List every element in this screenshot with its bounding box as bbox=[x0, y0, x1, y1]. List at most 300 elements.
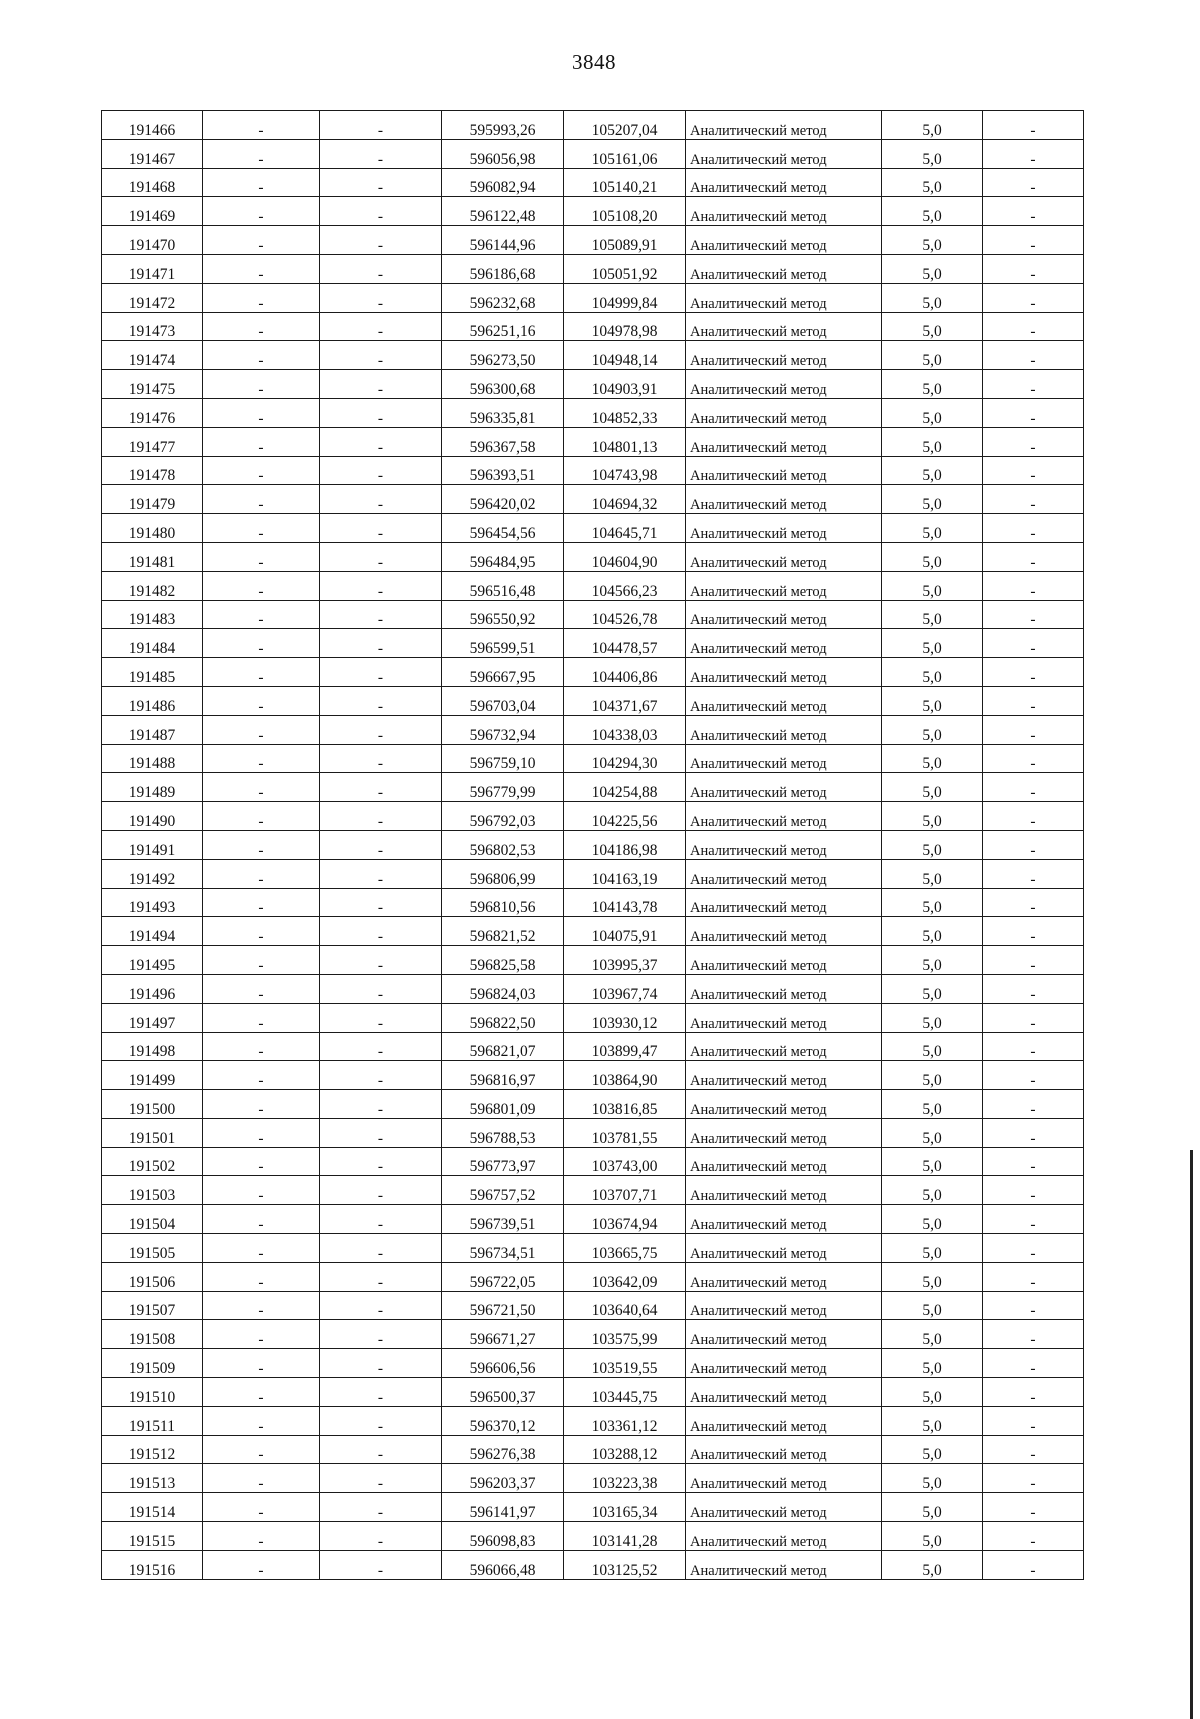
coordinate-y: 103665,75 bbox=[564, 1234, 686, 1263]
point-id: 191468 bbox=[102, 168, 203, 197]
coordinate-x: 596801,09 bbox=[442, 1090, 564, 1119]
method-cell: Аналитический метод bbox=[686, 802, 882, 831]
empty-dash-cell: - bbox=[983, 514, 1084, 543]
table-row bbox=[102, 1550, 1084, 1579]
coordinate-y: 103165,34 bbox=[564, 1493, 686, 1522]
empty-dash-cell: - bbox=[203, 1291, 320, 1320]
empty-dash-cell: - bbox=[983, 111, 1084, 140]
empty-dash-cell: - bbox=[320, 370, 442, 399]
point-id: 191512 bbox=[102, 1435, 203, 1464]
table-row bbox=[102, 830, 1084, 859]
point-id: 191494 bbox=[102, 917, 203, 946]
empty-dash-cell: - bbox=[983, 1147, 1084, 1176]
table-row bbox=[102, 629, 1084, 658]
empty-dash-cell: - bbox=[320, 946, 442, 975]
point-id: 191484 bbox=[102, 629, 203, 658]
method-cell: Аналитический метод bbox=[686, 830, 882, 859]
coordinate-x: 596516,48 bbox=[442, 571, 564, 600]
table-row bbox=[102, 283, 1084, 312]
coordinate-y: 104478,57 bbox=[564, 629, 686, 658]
point-id: 191495 bbox=[102, 946, 203, 975]
empty-dash-cell: - bbox=[983, 1061, 1084, 1090]
empty-dash-cell: - bbox=[983, 773, 1084, 802]
accuracy-cell: 5,0 bbox=[882, 1205, 983, 1234]
table-row bbox=[102, 398, 1084, 427]
empty-dash-cell: - bbox=[983, 485, 1084, 514]
coordinate-y: 104406,86 bbox=[564, 658, 686, 687]
point-id: 191478 bbox=[102, 456, 203, 485]
coordinate-y: 103640,64 bbox=[564, 1291, 686, 1320]
method-cell: Аналитический метод bbox=[686, 1320, 882, 1349]
table-row bbox=[102, 744, 1084, 773]
accuracy-cell: 5,0 bbox=[882, 514, 983, 543]
table-row bbox=[102, 802, 1084, 831]
table-row bbox=[102, 571, 1084, 600]
coordinate-x: 596739,51 bbox=[442, 1205, 564, 1234]
point-id: 191477 bbox=[102, 427, 203, 456]
empty-dash-cell: - bbox=[983, 1550, 1084, 1579]
empty-dash-cell: - bbox=[983, 1003, 1084, 1032]
table-row bbox=[102, 1061, 1084, 1090]
coordinate-x: 596667,95 bbox=[442, 658, 564, 687]
empty-dash-cell: - bbox=[983, 254, 1084, 283]
method-cell: Аналитический метод bbox=[686, 715, 882, 744]
accuracy-cell: 5,0 bbox=[882, 1291, 983, 1320]
coordinate-x: 596759,10 bbox=[442, 744, 564, 773]
empty-dash-cell: - bbox=[203, 168, 320, 197]
coordinate-y: 103930,12 bbox=[564, 1003, 686, 1032]
method-cell: Аналитический метод bbox=[686, 485, 882, 514]
empty-dash-cell: - bbox=[320, 542, 442, 571]
method-cell: Аналитический метод bbox=[686, 658, 882, 687]
accuracy-cell: 5,0 bbox=[882, 1147, 983, 1176]
point-id: 191511 bbox=[102, 1406, 203, 1435]
coordinate-x: 596802,53 bbox=[442, 830, 564, 859]
empty-dash-cell: - bbox=[983, 1435, 1084, 1464]
accuracy-cell: 5,0 bbox=[882, 773, 983, 802]
empty-dash-cell: - bbox=[320, 312, 442, 341]
coordinate-y: 103361,12 bbox=[564, 1406, 686, 1435]
coordinate-y: 104225,56 bbox=[564, 802, 686, 831]
coordinate-y: 104978,98 bbox=[564, 312, 686, 341]
empty-dash-cell: - bbox=[320, 715, 442, 744]
coordinate-y: 104604,90 bbox=[564, 542, 686, 571]
empty-dash-cell: - bbox=[203, 1522, 320, 1551]
empty-dash-cell: - bbox=[320, 341, 442, 370]
empty-dash-cell: - bbox=[203, 1378, 320, 1407]
coordinate-y: 103967,74 bbox=[564, 974, 686, 1003]
method-cell: Аналитический метод bbox=[686, 312, 882, 341]
empty-dash-cell: - bbox=[320, 226, 442, 255]
empty-dash-cell: - bbox=[320, 1406, 442, 1435]
empty-dash-cell: - bbox=[983, 1493, 1084, 1522]
empty-dash-cell: - bbox=[320, 168, 442, 197]
table-row bbox=[102, 1378, 1084, 1407]
empty-dash-cell: - bbox=[203, 859, 320, 888]
point-id: 191481 bbox=[102, 542, 203, 571]
coordinate-y: 103288,12 bbox=[564, 1435, 686, 1464]
table-row bbox=[102, 974, 1084, 1003]
empty-dash-cell: - bbox=[203, 1349, 320, 1378]
point-id: 191473 bbox=[102, 312, 203, 341]
point-id: 191469 bbox=[102, 197, 203, 226]
empty-dash-cell: - bbox=[203, 1147, 320, 1176]
coordinate-x: 596273,50 bbox=[442, 341, 564, 370]
empty-dash-cell: - bbox=[203, 1406, 320, 1435]
method-cell: Аналитический метод bbox=[686, 254, 882, 283]
coordinate-x: 596056,98 bbox=[442, 139, 564, 168]
empty-dash-cell: - bbox=[320, 1550, 442, 1579]
table-row bbox=[102, 1435, 1084, 1464]
method-cell: Аналитический метод bbox=[686, 139, 882, 168]
empty-dash-cell: - bbox=[320, 1320, 442, 1349]
empty-dash-cell: - bbox=[983, 1464, 1084, 1493]
method-cell: Аналитический метод bbox=[686, 111, 882, 140]
accuracy-cell: 5,0 bbox=[882, 312, 983, 341]
coordinate-x: 596141,97 bbox=[442, 1493, 564, 1522]
empty-dash-cell: - bbox=[203, 1320, 320, 1349]
table-row bbox=[102, 139, 1084, 168]
accuracy-cell: 5,0 bbox=[882, 370, 983, 399]
empty-dash-cell: - bbox=[320, 744, 442, 773]
coordinate-x: 596335,81 bbox=[442, 398, 564, 427]
coordinate-x: 596788,53 bbox=[442, 1118, 564, 1147]
empty-dash-cell: - bbox=[983, 398, 1084, 427]
point-id: 191499 bbox=[102, 1061, 203, 1090]
empty-dash-cell: - bbox=[320, 1205, 442, 1234]
coordinate-y: 103519,55 bbox=[564, 1349, 686, 1378]
point-id: 191472 bbox=[102, 283, 203, 312]
empty-dash-cell: - bbox=[983, 629, 1084, 658]
empty-dash-cell: - bbox=[320, 917, 442, 946]
table-row bbox=[102, 514, 1084, 543]
method-cell: Аналитический метод bbox=[686, 283, 882, 312]
point-id: 191483 bbox=[102, 600, 203, 629]
empty-dash-cell: - bbox=[983, 658, 1084, 687]
method-cell: Аналитический метод bbox=[686, 1234, 882, 1263]
coordinate-x: 596671,27 bbox=[442, 1320, 564, 1349]
empty-dash-cell: - bbox=[203, 1003, 320, 1032]
coordinate-y: 105051,92 bbox=[564, 254, 686, 283]
table-row bbox=[102, 686, 1084, 715]
method-cell: Аналитический метод bbox=[686, 1003, 882, 1032]
empty-dash-cell: - bbox=[203, 111, 320, 140]
table-row bbox=[102, 859, 1084, 888]
accuracy-cell: 5,0 bbox=[882, 888, 983, 917]
table-row bbox=[102, 427, 1084, 456]
empty-dash-cell: - bbox=[203, 686, 320, 715]
coordinate-y: 103445,75 bbox=[564, 1378, 686, 1407]
method-cell: Аналитический метод bbox=[686, 974, 882, 1003]
method-cell: Аналитический метод bbox=[686, 398, 882, 427]
empty-dash-cell: - bbox=[203, 398, 320, 427]
point-id: 191514 bbox=[102, 1493, 203, 1522]
coordinate-y: 104852,33 bbox=[564, 398, 686, 427]
empty-dash-cell: - bbox=[983, 571, 1084, 600]
table-row bbox=[102, 1205, 1084, 1234]
point-id: 191498 bbox=[102, 1032, 203, 1061]
accuracy-cell: 5,0 bbox=[882, 226, 983, 255]
accuracy-cell: 5,0 bbox=[882, 1090, 983, 1119]
point-id: 191479 bbox=[102, 485, 203, 514]
empty-dash-cell: - bbox=[203, 715, 320, 744]
table-row bbox=[102, 111, 1084, 140]
empty-dash-cell: - bbox=[203, 456, 320, 485]
point-id: 191501 bbox=[102, 1118, 203, 1147]
coordinate-x: 596779,99 bbox=[442, 773, 564, 802]
method-cell: Аналитический метод bbox=[686, 744, 882, 773]
empty-dash-cell: - bbox=[983, 744, 1084, 773]
empty-dash-cell: - bbox=[320, 974, 442, 1003]
table-row bbox=[102, 1320, 1084, 1349]
table-row bbox=[102, 1090, 1084, 1119]
coordinate-y: 103864,90 bbox=[564, 1061, 686, 1090]
point-id: 191467 bbox=[102, 139, 203, 168]
empty-dash-cell: - bbox=[983, 1522, 1084, 1551]
empty-dash-cell: - bbox=[320, 1522, 442, 1551]
accuracy-cell: 5,0 bbox=[882, 1435, 983, 1464]
accuracy-cell: 5,0 bbox=[882, 1262, 983, 1291]
coordinate-y: 104075,91 bbox=[564, 917, 686, 946]
point-id: 191509 bbox=[102, 1349, 203, 1378]
empty-dash-cell: - bbox=[983, 888, 1084, 917]
accuracy-cell: 5,0 bbox=[882, 658, 983, 687]
point-id: 191486 bbox=[102, 686, 203, 715]
table-row bbox=[102, 456, 1084, 485]
point-id: 191508 bbox=[102, 1320, 203, 1349]
empty-dash-cell: - bbox=[983, 1378, 1084, 1407]
empty-dash-cell: - bbox=[983, 427, 1084, 456]
accuracy-cell: 5,0 bbox=[882, 859, 983, 888]
empty-dash-cell: - bbox=[983, 1262, 1084, 1291]
empty-dash-cell: - bbox=[983, 1349, 1084, 1378]
table-row bbox=[102, 1262, 1084, 1291]
empty-dash-cell: - bbox=[320, 1493, 442, 1522]
empty-dash-cell: - bbox=[983, 139, 1084, 168]
method-cell: Аналитический метод bbox=[686, 773, 882, 802]
empty-dash-cell: - bbox=[203, 830, 320, 859]
method-cell: Аналитический метод bbox=[686, 1291, 882, 1320]
empty-dash-cell: - bbox=[320, 1435, 442, 1464]
empty-dash-cell: - bbox=[320, 1118, 442, 1147]
coordinate-x: 596232,68 bbox=[442, 283, 564, 312]
coordinate-x: 596806,99 bbox=[442, 859, 564, 888]
accuracy-cell: 5,0 bbox=[882, 254, 983, 283]
empty-dash-cell: - bbox=[983, 1406, 1084, 1435]
table-row bbox=[102, 1349, 1084, 1378]
method-cell: Аналитический метод bbox=[686, 1032, 882, 1061]
empty-dash-cell: - bbox=[320, 398, 442, 427]
method-cell: Аналитический метод bbox=[686, 571, 882, 600]
point-id: 191497 bbox=[102, 1003, 203, 1032]
accuracy-cell: 5,0 bbox=[882, 341, 983, 370]
point-id: 191510 bbox=[102, 1378, 203, 1407]
empty-dash-cell: - bbox=[983, 283, 1084, 312]
empty-dash-cell: - bbox=[320, 1234, 442, 1263]
accuracy-cell: 5,0 bbox=[882, 1234, 983, 1263]
empty-dash-cell: - bbox=[203, 917, 320, 946]
empty-dash-cell: - bbox=[203, 427, 320, 456]
coordinate-y: 104371,67 bbox=[564, 686, 686, 715]
table-row bbox=[102, 888, 1084, 917]
method-cell: Аналитический метод bbox=[686, 1406, 882, 1435]
coordinate-x: 596606,56 bbox=[442, 1349, 564, 1378]
point-id: 191470 bbox=[102, 226, 203, 255]
point-id: 191488 bbox=[102, 744, 203, 773]
method-cell: Аналитический метод bbox=[686, 370, 882, 399]
method-cell: Аналитический метод bbox=[686, 1262, 882, 1291]
page-number: 3848 bbox=[572, 50, 616, 74]
empty-dash-cell: - bbox=[983, 917, 1084, 946]
coordinate-y: 104903,91 bbox=[564, 370, 686, 399]
coordinate-x: 596734,51 bbox=[442, 1234, 564, 1263]
point-id: 191475 bbox=[102, 370, 203, 399]
empty-dash-cell: - bbox=[320, 1349, 442, 1378]
accuracy-cell: 5,0 bbox=[882, 1118, 983, 1147]
point-id: 191492 bbox=[102, 859, 203, 888]
coordinate-y: 105108,20 bbox=[564, 197, 686, 226]
coordinate-y: 104948,14 bbox=[564, 341, 686, 370]
empty-dash-cell: - bbox=[203, 1090, 320, 1119]
empty-dash-cell: - bbox=[320, 1176, 442, 1205]
coordinate-x: 596098,83 bbox=[442, 1522, 564, 1551]
coordinate-y: 103642,09 bbox=[564, 1262, 686, 1291]
empty-dash-cell: - bbox=[320, 485, 442, 514]
empty-dash-cell: - bbox=[320, 456, 442, 485]
coordinate-y: 103995,37 bbox=[564, 946, 686, 975]
coordinate-y: 103674,94 bbox=[564, 1205, 686, 1234]
point-id: 191471 bbox=[102, 254, 203, 283]
accuracy-cell: 5,0 bbox=[882, 600, 983, 629]
point-id: 191493 bbox=[102, 888, 203, 917]
empty-dash-cell: - bbox=[203, 1262, 320, 1291]
coordinate-y: 103125,52 bbox=[564, 1550, 686, 1579]
coordinate-x: 596251,16 bbox=[442, 312, 564, 341]
empty-dash-cell: - bbox=[203, 226, 320, 255]
empty-dash-cell: - bbox=[320, 1003, 442, 1032]
coordinate-y: 103141,28 bbox=[564, 1522, 686, 1551]
coordinate-y: 104338,03 bbox=[564, 715, 686, 744]
empty-dash-cell: - bbox=[983, 456, 1084, 485]
accuracy-cell: 5,0 bbox=[882, 139, 983, 168]
empty-dash-cell: - bbox=[320, 1378, 442, 1407]
coordinate-y: 104645,71 bbox=[564, 514, 686, 543]
coordinate-x: 596393,51 bbox=[442, 456, 564, 485]
accuracy-cell: 5,0 bbox=[882, 974, 983, 1003]
coordinate-x: 596792,03 bbox=[442, 802, 564, 831]
empty-dash-cell: - bbox=[320, 629, 442, 658]
method-cell: Аналитический метод bbox=[686, 427, 882, 456]
accuracy-cell: 5,0 bbox=[882, 1522, 983, 1551]
accuracy-cell: 5,0 bbox=[882, 168, 983, 197]
table-row bbox=[102, 1464, 1084, 1493]
table-row bbox=[102, 1176, 1084, 1205]
empty-dash-cell: - bbox=[203, 1176, 320, 1205]
coordinate-y: 103743,00 bbox=[564, 1147, 686, 1176]
point-id: 191491 bbox=[102, 830, 203, 859]
accuracy-cell: 5,0 bbox=[882, 398, 983, 427]
accuracy-cell: 5,0 bbox=[882, 542, 983, 571]
method-cell: Аналитический метод bbox=[686, 1522, 882, 1551]
empty-dash-cell: - bbox=[983, 542, 1084, 571]
table-row bbox=[102, 168, 1084, 197]
point-id: 191476 bbox=[102, 398, 203, 427]
accuracy-cell: 5,0 bbox=[882, 1550, 983, 1579]
coordinate-x: 596186,68 bbox=[442, 254, 564, 283]
point-id: 191466 bbox=[102, 111, 203, 140]
coordinate-x: 596144,96 bbox=[442, 226, 564, 255]
point-id: 191500 bbox=[102, 1090, 203, 1119]
method-cell: Аналитический метод bbox=[686, 197, 882, 226]
empty-dash-cell: - bbox=[203, 197, 320, 226]
method-cell: Аналитический метод bbox=[686, 1464, 882, 1493]
empty-dash-cell: - bbox=[983, 1090, 1084, 1119]
coordinate-y: 104163,19 bbox=[564, 859, 686, 888]
table-row bbox=[102, 485, 1084, 514]
point-id: 191487 bbox=[102, 715, 203, 744]
point-id: 191516 bbox=[102, 1550, 203, 1579]
coordinate-x: 596420,02 bbox=[442, 485, 564, 514]
point-id: 191505 bbox=[102, 1234, 203, 1263]
empty-dash-cell: - bbox=[320, 1147, 442, 1176]
accuracy-cell: 5,0 bbox=[882, 629, 983, 658]
empty-dash-cell: - bbox=[320, 859, 442, 888]
method-cell: Аналитический метод bbox=[686, 514, 882, 543]
accuracy-cell: 5,0 bbox=[882, 715, 983, 744]
coordinate-x: 596276,38 bbox=[442, 1435, 564, 1464]
table-row bbox=[102, 1234, 1084, 1263]
method-cell: Аналитический метод bbox=[686, 1349, 882, 1378]
table-row bbox=[102, 1406, 1084, 1435]
accuracy-cell: 5,0 bbox=[882, 1003, 983, 1032]
empty-dash-cell: - bbox=[203, 1493, 320, 1522]
empty-dash-cell: - bbox=[203, 1464, 320, 1493]
empty-dash-cell: - bbox=[983, 1032, 1084, 1061]
coordinate-y: 103707,71 bbox=[564, 1176, 686, 1205]
empty-dash-cell: - bbox=[983, 1320, 1084, 1349]
accuracy-cell: 5,0 bbox=[882, 111, 983, 140]
coordinate-x: 596550,92 bbox=[442, 600, 564, 629]
coordinate-y: 104801,13 bbox=[564, 427, 686, 456]
empty-dash-cell: - bbox=[320, 658, 442, 687]
point-id: 191480 bbox=[102, 514, 203, 543]
coordinate-x: 596300,68 bbox=[442, 370, 564, 399]
coordinate-y: 104526,78 bbox=[564, 600, 686, 629]
empty-dash-cell: - bbox=[983, 830, 1084, 859]
coordinate-x: 596066,48 bbox=[442, 1550, 564, 1579]
method-cell: Аналитический метод bbox=[686, 917, 882, 946]
method-cell: Аналитический метод bbox=[686, 341, 882, 370]
coordinate-y: 103781,55 bbox=[564, 1118, 686, 1147]
empty-dash-cell: - bbox=[983, 686, 1084, 715]
method-cell: Аналитический метод bbox=[686, 1176, 882, 1205]
point-id: 191502 bbox=[102, 1147, 203, 1176]
method-cell: Аналитический метод bbox=[686, 1090, 882, 1119]
empty-dash-cell: - bbox=[203, 802, 320, 831]
accuracy-cell: 5,0 bbox=[882, 1406, 983, 1435]
coordinate-x: 596757,52 bbox=[442, 1176, 564, 1205]
empty-dash-cell: - bbox=[203, 514, 320, 543]
empty-dash-cell: - bbox=[203, 1435, 320, 1464]
coordinate-y: 105089,91 bbox=[564, 226, 686, 255]
empty-dash-cell: - bbox=[203, 658, 320, 687]
empty-dash-cell: - bbox=[203, 888, 320, 917]
empty-dash-cell: - bbox=[983, 802, 1084, 831]
accuracy-cell: 5,0 bbox=[882, 917, 983, 946]
table-row bbox=[102, 1032, 1084, 1061]
coordinate-y: 104694,32 bbox=[564, 485, 686, 514]
empty-dash-cell: - bbox=[983, 859, 1084, 888]
